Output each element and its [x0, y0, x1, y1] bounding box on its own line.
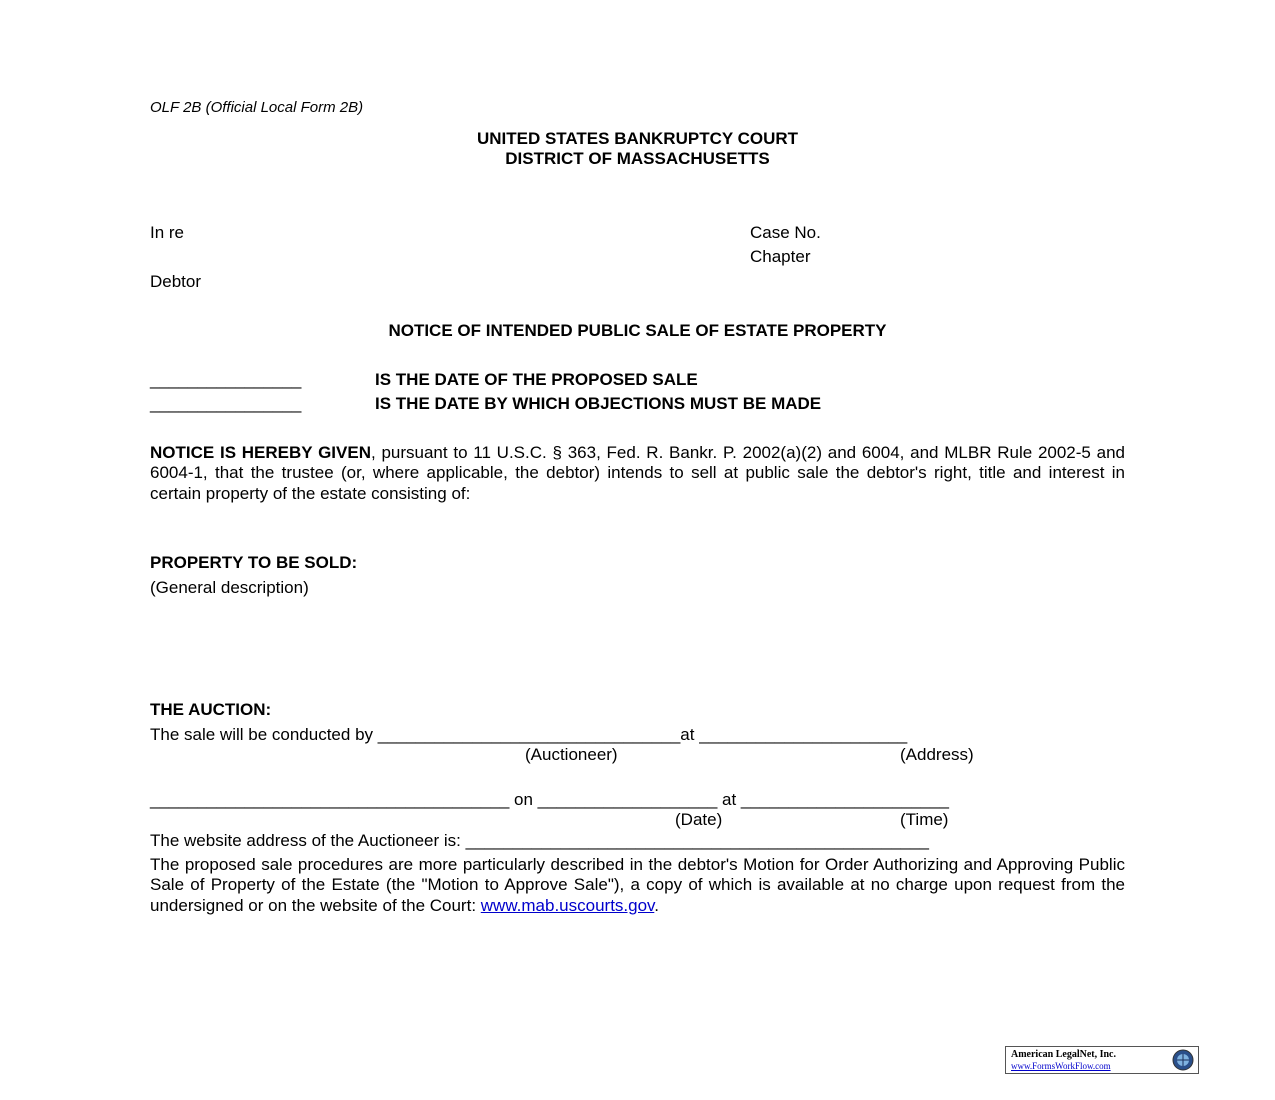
- american-legalnet-logo[interactable]: [1005, 1046, 1199, 1074]
- objection-date-blank[interactable]: ________________: [150, 394, 302, 413]
- time-caption: (Time): [900, 810, 949, 829]
- objection-date-label: IS THE DATE BY WHICH OBJECTIONS MUST BE MADE: [375, 394, 822, 413]
- property-heading: PROPERTY TO BE SOLD:: [150, 553, 358, 572]
- court-name: UNITED STATES BANKRUPTCY COURT: [476, 129, 799, 148]
- case-number-label: Case No.: [750, 223, 821, 242]
- form-identifier: OLF 2B (Official Local Form 2B): [150, 99, 364, 116]
- auctioneer-caption: (Auctioneer): [525, 745, 618, 764]
- auctioneer-website-line[interactable]: The website address of the Auctioneer is: _________________________________________________: [150, 831, 929, 850]
- sale-date-blank[interactable]: ________________: [150, 370, 302, 389]
- procedures-period: .: [654, 895, 660, 915]
- chapter-label: Chapter: [750, 247, 811, 266]
- procedures-text: The proposed sale procedures are more particularly described in the debtor's Motion for Order Authorizing and Approving Public Sale of Property of the Estate (the "Motion to Approve Sale"), a copy of which is available at no charge upon request from the undersigned or on the website of the Court:: [150, 855, 1125, 915]
- sale-date-label: IS THE DATE OF THE PROPOSED SALE: [375, 370, 698, 389]
- date-caption: (Date): [675, 810, 723, 829]
- debtor-label: Debtor: [150, 272, 202, 291]
- logo-url[interactable]: www.FormsWorkFlow.com: [1011, 1061, 1111, 1071]
- auctioneer-line[interactable]: The sale will be conducted by ________________________________at ______________________: [150, 725, 908, 744]
- court-website-link[interactable]: www.mab.uscourts.gov: [480, 895, 655, 915]
- logo-company-name: American LegalNet, Inc.: [1011, 1049, 1116, 1060]
- globe-icon: [1172, 1049, 1194, 1071]
- notice-lead: NOTICE IS HEREBY GIVEN: [150, 443, 371, 462]
- date-time-line[interactable]: ______________________________________ on ___________________ at ______________________: [150, 790, 949, 809]
- notice-body: , pursuant to 11 U.S.C. § 363, Fed. R. Bankr. P. 2002(a)(2) and 6004, and MLBR Rule 2002-5 and 6004-1, that the trustee (or, where applicable, the debtor) intends to sell at public sale the debtor's right, title and interest in certain property of the estate consisting of:: [150, 443, 1125, 503]
- property-description: (General description): [150, 578, 309, 597]
- auction-heading: THE AUCTION:: [150, 700, 272, 719]
- address-caption: (Address): [900, 745, 974, 764]
- court-district: DISTRICT OF MASSACHUSETTS: [505, 149, 770, 168]
- notice-title: NOTICE OF INTENDED PUBLIC SALE OF ESTATE PROPERTY: [388, 321, 887, 340]
- in-re-label: In re: [150, 223, 185, 242]
- procedures-paragraph: [150, 855, 1125, 916]
- notice-paragraph: [150, 443, 1125, 504]
